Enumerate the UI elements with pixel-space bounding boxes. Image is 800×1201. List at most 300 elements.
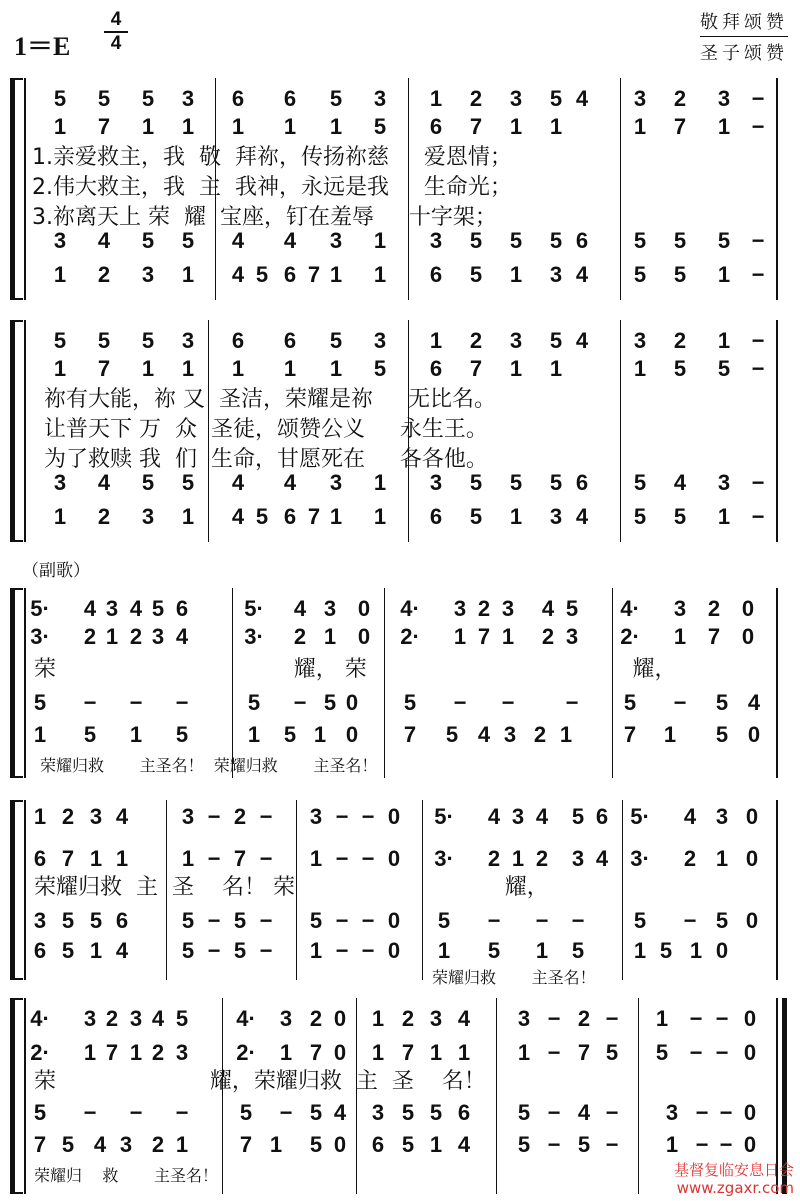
note: 3 xyxy=(429,470,443,495)
note: 1 xyxy=(53,262,67,287)
note: − xyxy=(175,1100,189,1125)
note: 5 xyxy=(97,86,111,111)
note: 1 xyxy=(181,846,195,871)
chorus-label: （副歌） xyxy=(22,561,90,581)
note: 4 xyxy=(577,1100,591,1125)
note: 6 xyxy=(429,262,443,287)
note: 1 xyxy=(715,846,729,871)
note: 5 xyxy=(659,938,673,963)
note: 1 xyxy=(115,846,129,871)
note: 3· xyxy=(434,846,454,871)
note: 7 xyxy=(577,1040,591,1065)
note: 4 xyxy=(535,804,549,829)
note: 5 xyxy=(181,938,195,963)
lyric-line: 祢有大能，祢 又 圣洁，荣耀是祢 无比名。 xyxy=(44,387,496,412)
note: − xyxy=(751,262,765,287)
note: 6 xyxy=(283,86,297,111)
note: 1 xyxy=(105,624,119,649)
note: 3 xyxy=(175,1040,189,1065)
note: 5 xyxy=(401,1100,415,1125)
lyric-line: 3.祢离天上 荣 耀 宝座，钉在羞辱 十字架； xyxy=(32,205,497,230)
note: 3 xyxy=(83,1006,97,1031)
note: 5 xyxy=(469,262,483,287)
note: − xyxy=(335,804,349,829)
note: 0 xyxy=(387,908,401,933)
note: 5 xyxy=(549,328,563,353)
note: 5 xyxy=(61,938,75,963)
note: 2 xyxy=(707,596,721,621)
note: 3 xyxy=(453,596,467,621)
note: 1 xyxy=(453,624,467,649)
system-bracket xyxy=(10,320,23,542)
note: 3 xyxy=(309,804,323,829)
note: 5 xyxy=(175,722,189,747)
note: 0 xyxy=(387,846,401,871)
barline xyxy=(356,998,357,1194)
watermark-url: www.zgaxr.com xyxy=(676,1179,794,1197)
note: 3 xyxy=(119,1132,133,1157)
note: 1 xyxy=(559,722,573,747)
note: 2 xyxy=(61,804,75,829)
note: 1 xyxy=(535,938,549,963)
note: 4 xyxy=(293,596,307,621)
note: 6 xyxy=(175,596,189,621)
note: 2 xyxy=(469,86,483,111)
note: 1 xyxy=(283,114,297,139)
note: 3· xyxy=(630,846,650,871)
note: 0 xyxy=(743,1040,757,1065)
note: 4 xyxy=(747,690,761,715)
note: 3 xyxy=(509,86,523,111)
note: 1 xyxy=(371,1040,385,1065)
note: 3 xyxy=(181,328,195,353)
note: 0 xyxy=(715,938,729,963)
title-subcategory: 圣子颂赞 xyxy=(700,43,788,64)
note: 4 xyxy=(575,262,589,287)
note: 1 xyxy=(717,262,731,287)
note: 2· xyxy=(236,1040,256,1065)
note: 5 xyxy=(469,228,483,253)
note: − xyxy=(751,328,765,353)
note: 6 xyxy=(457,1100,471,1125)
note: 4 xyxy=(115,804,129,829)
barline xyxy=(222,998,223,1194)
note: 5 xyxy=(151,596,165,621)
note: − xyxy=(335,938,349,963)
note: 2 xyxy=(309,1006,323,1031)
note: 2· xyxy=(620,624,640,649)
note: 1 xyxy=(437,938,451,963)
note: 5· xyxy=(30,596,50,621)
note: 5 xyxy=(233,938,247,963)
note: 5 xyxy=(509,470,523,495)
note: − xyxy=(605,1006,619,1031)
note: 6 xyxy=(595,804,609,829)
note: 1 xyxy=(717,114,731,139)
note: 7 xyxy=(401,1040,415,1065)
note: 1 xyxy=(633,938,647,963)
note: 3 xyxy=(511,804,525,829)
note: 5 xyxy=(255,504,269,529)
note: 5 xyxy=(97,328,111,353)
note: 4 xyxy=(283,470,297,495)
note: 7 xyxy=(97,356,111,381)
note: 1 xyxy=(129,1040,143,1065)
note: 2 xyxy=(401,1006,415,1031)
note: 6 xyxy=(575,228,589,253)
note: 5 xyxy=(53,86,67,111)
lyric-line: 荣 耀，荣耀归救 主 圣 名！ xyxy=(34,1069,486,1094)
note: − xyxy=(683,908,697,933)
note: 5 xyxy=(239,1100,253,1125)
note: 5 xyxy=(401,1132,415,1157)
note: 3 xyxy=(53,228,67,253)
note: 1 xyxy=(83,1040,97,1065)
note: 5 xyxy=(283,722,297,747)
note: 1 xyxy=(89,846,103,871)
note: 2 xyxy=(97,504,111,529)
note: 1 xyxy=(181,356,195,381)
system-bracket xyxy=(10,998,23,1194)
note: 0 xyxy=(743,1100,757,1125)
note: 3 xyxy=(329,228,343,253)
lyric-line: 荣耀归救 主 圣 名！ 荣 耀， xyxy=(34,875,549,900)
note: 3 xyxy=(633,86,647,111)
note: 4 xyxy=(115,938,129,963)
note: 7 xyxy=(707,624,721,649)
note: 3 xyxy=(33,908,47,933)
note: 1 xyxy=(181,262,195,287)
note: − xyxy=(129,1100,143,1125)
note: 5 xyxy=(181,470,195,495)
note: 1 xyxy=(329,262,343,287)
note: 5 xyxy=(633,470,647,495)
note: 1 xyxy=(247,722,261,747)
note: 7 xyxy=(105,1040,119,1065)
note: 1 xyxy=(429,328,443,353)
note: − xyxy=(83,1100,97,1125)
note: − xyxy=(207,804,221,829)
note: 5 xyxy=(141,328,155,353)
music-system xyxy=(0,800,800,987)
note: 2 xyxy=(541,624,555,649)
note: 5 xyxy=(181,228,195,253)
start-barline xyxy=(24,800,26,980)
note: 3 xyxy=(181,86,195,111)
note: 2 xyxy=(97,262,111,287)
note: 4· xyxy=(236,1006,256,1031)
note: 4 xyxy=(93,1132,107,1157)
note: 3 xyxy=(717,86,731,111)
note: 4 xyxy=(541,596,555,621)
note: 7 xyxy=(309,1040,323,1065)
note: 5 xyxy=(517,1100,531,1125)
watermark-org: 基督复临安息日会 xyxy=(673,1161,794,1179)
note: 3· xyxy=(244,624,264,649)
note: 5 xyxy=(83,722,97,747)
note: − xyxy=(695,1132,709,1157)
note: 4· xyxy=(620,596,640,621)
note: 3 xyxy=(429,228,443,253)
note: 4 xyxy=(673,470,687,495)
note: 4 xyxy=(457,1006,471,1031)
note: 3 xyxy=(371,1100,385,1125)
note: 5 xyxy=(53,328,67,353)
start-barline xyxy=(24,588,26,778)
note: 3 xyxy=(373,86,387,111)
note: 1 xyxy=(89,938,103,963)
note: 1 xyxy=(429,1132,443,1157)
note: 4 xyxy=(231,470,245,495)
note: 3 xyxy=(141,262,155,287)
note: 6 xyxy=(231,328,245,353)
note: 5 xyxy=(437,908,451,933)
note: − xyxy=(565,690,579,715)
note: 5 xyxy=(247,690,261,715)
note: 1 xyxy=(429,86,443,111)
note: 1 xyxy=(549,356,563,381)
note: − xyxy=(547,1040,561,1065)
note: 4 xyxy=(231,504,245,529)
system-bracket xyxy=(10,800,23,980)
note: − xyxy=(129,690,143,715)
note: 0 xyxy=(745,908,759,933)
note: 6 xyxy=(115,908,129,933)
system-bracket xyxy=(10,78,23,300)
note: 3 xyxy=(509,328,523,353)
note: 5 xyxy=(655,1040,669,1065)
start-barline xyxy=(24,78,26,300)
note: 5 xyxy=(717,356,731,381)
note: − xyxy=(207,908,221,933)
note: 4 xyxy=(97,228,111,253)
note: 5 xyxy=(33,1100,47,1125)
note: 1 xyxy=(633,356,647,381)
note: − xyxy=(293,690,307,715)
time-signature xyxy=(104,10,128,54)
note: 5 xyxy=(233,908,247,933)
note: − xyxy=(751,114,765,139)
note: 7 xyxy=(403,722,417,747)
watermark xyxy=(674,1161,794,1197)
note: 5 xyxy=(255,262,269,287)
note: 5 xyxy=(329,86,343,111)
note: − xyxy=(501,690,515,715)
note: 2· xyxy=(30,1040,50,1065)
note: 0 xyxy=(743,1006,757,1031)
note: 5 xyxy=(571,804,585,829)
note: 1 xyxy=(717,504,731,529)
note: 7 xyxy=(33,1132,47,1157)
note: − xyxy=(719,1132,733,1157)
note: 1 xyxy=(373,470,387,495)
note: 5 xyxy=(373,114,387,139)
start-barline xyxy=(24,998,26,1194)
note: − xyxy=(207,846,221,871)
note: 5· xyxy=(434,804,454,829)
note: 0 xyxy=(387,938,401,963)
note: 4 xyxy=(151,1006,165,1031)
note: 2 xyxy=(83,624,97,649)
note: 1 xyxy=(663,722,677,747)
note: 6 xyxy=(283,504,297,529)
end-barline xyxy=(776,588,778,778)
note: 4 xyxy=(83,596,97,621)
note: − xyxy=(361,908,375,933)
note: − xyxy=(719,1100,733,1125)
note: 4 xyxy=(97,470,111,495)
note: 2 xyxy=(487,846,501,871)
note: 6 xyxy=(371,1132,385,1157)
note: 7 xyxy=(469,114,483,139)
note: 5 xyxy=(673,504,687,529)
note: 4 xyxy=(129,596,143,621)
note: 5 xyxy=(633,228,647,253)
note: 0 xyxy=(345,690,359,715)
note: 6 xyxy=(33,938,47,963)
note: 5 xyxy=(673,228,687,253)
note: 4 xyxy=(575,328,589,353)
note: − xyxy=(689,1006,703,1031)
note: − xyxy=(689,1040,703,1065)
note: 5 xyxy=(715,908,729,933)
barline xyxy=(620,78,621,300)
note: 1 xyxy=(33,722,47,747)
note: 2 xyxy=(469,328,483,353)
note: 1 xyxy=(371,1006,385,1031)
note: 5 xyxy=(309,908,323,933)
note: 3 xyxy=(373,328,387,353)
note: 7 xyxy=(233,846,247,871)
note: 5 xyxy=(549,470,563,495)
note: − xyxy=(279,1100,293,1125)
note: 7 xyxy=(61,846,75,871)
note: 1 xyxy=(511,846,525,871)
note: 7 xyxy=(469,356,483,381)
note: 1 xyxy=(509,262,523,287)
lyric-line: 荣耀归 救 主圣名！ xyxy=(34,1166,218,1185)
note: 1 xyxy=(509,114,523,139)
note: 0 xyxy=(745,804,759,829)
note: 3 xyxy=(549,262,563,287)
note: 2 xyxy=(151,1132,165,1157)
note: 3· xyxy=(30,624,50,649)
note: 4 xyxy=(333,1100,347,1125)
note: − xyxy=(175,690,189,715)
note: 5 xyxy=(181,908,195,933)
note: 4· xyxy=(30,1006,50,1031)
note: 5· xyxy=(244,596,264,621)
note: 3 xyxy=(717,470,731,495)
note: 4 xyxy=(175,624,189,649)
note: 5 xyxy=(429,1100,443,1125)
note: 2 xyxy=(151,1040,165,1065)
note: 4· xyxy=(400,596,420,621)
lyric-line: 荣耀归救 主圣名！ 荣耀归救 主圣名！ xyxy=(40,756,378,775)
lyric-line: 荣耀归救 主圣名！ xyxy=(432,968,596,987)
note: 3 xyxy=(571,846,585,871)
note: 3 xyxy=(151,624,165,649)
note: 3 xyxy=(279,1006,293,1031)
note: 3 xyxy=(89,804,103,829)
note: 5 xyxy=(633,262,647,287)
note: − xyxy=(361,846,375,871)
note: 5 xyxy=(329,328,343,353)
lyric-line: 让普天下 万 众 圣徒，颂赞公义 永生王。 xyxy=(44,417,488,442)
note: 1 xyxy=(501,624,515,649)
note: 7 xyxy=(97,114,111,139)
note: 1 xyxy=(181,114,195,139)
note: 5 xyxy=(373,356,387,381)
end-barline xyxy=(776,78,778,300)
note: 0 xyxy=(741,596,755,621)
note: 4 xyxy=(231,262,245,287)
note: 6 xyxy=(33,846,47,871)
note: − xyxy=(259,938,273,963)
note: 2 xyxy=(535,846,549,871)
key-signature: 1＝E xyxy=(14,32,71,61)
barline xyxy=(622,800,623,980)
note: 2 xyxy=(577,1006,591,1031)
note: 1 xyxy=(373,262,387,287)
end-barline xyxy=(776,800,778,980)
note: 1 xyxy=(53,114,67,139)
note: 5 xyxy=(673,262,687,287)
note: 1 xyxy=(509,504,523,529)
note: 1 xyxy=(283,356,297,381)
note: 0 xyxy=(745,846,759,871)
note: 1 xyxy=(129,722,143,747)
note: − xyxy=(259,804,273,829)
note: 6 xyxy=(429,356,443,381)
note: 5 xyxy=(715,690,729,715)
note: 5 xyxy=(565,596,579,621)
note: 3 xyxy=(141,504,155,529)
note: 0 xyxy=(357,624,371,649)
note: 1 xyxy=(329,504,343,529)
note: 2 xyxy=(673,328,687,353)
note: 5 xyxy=(469,504,483,529)
note: 3 xyxy=(105,596,119,621)
note: 5 xyxy=(141,470,155,495)
note: − xyxy=(361,804,375,829)
note: − xyxy=(259,908,273,933)
note: − xyxy=(571,908,585,933)
note: 4 xyxy=(231,228,245,253)
note: 5 xyxy=(403,690,417,715)
note: 3 xyxy=(53,470,67,495)
note: 5 xyxy=(673,356,687,381)
title-category: 敬拜颂赞 xyxy=(700,12,788,33)
note: − xyxy=(751,228,765,253)
note: − xyxy=(487,908,501,933)
note: 1 xyxy=(269,1132,283,1157)
note: 1 xyxy=(279,1040,293,1065)
note: − xyxy=(453,690,467,715)
note: 5 xyxy=(549,86,563,111)
note: 6 xyxy=(283,262,297,287)
note: 5 xyxy=(623,690,637,715)
note: 3 xyxy=(129,1006,143,1031)
note: 0 xyxy=(741,624,755,649)
note: 6 xyxy=(429,504,443,529)
note: 1 xyxy=(53,504,67,529)
note: 7 xyxy=(477,624,491,649)
lyric-line: 为了救赎 我 们 生命，甘愿死在 各各他。 xyxy=(44,447,488,472)
note: 4 xyxy=(575,504,589,529)
note: − xyxy=(207,938,221,963)
note: 3 xyxy=(633,328,647,353)
